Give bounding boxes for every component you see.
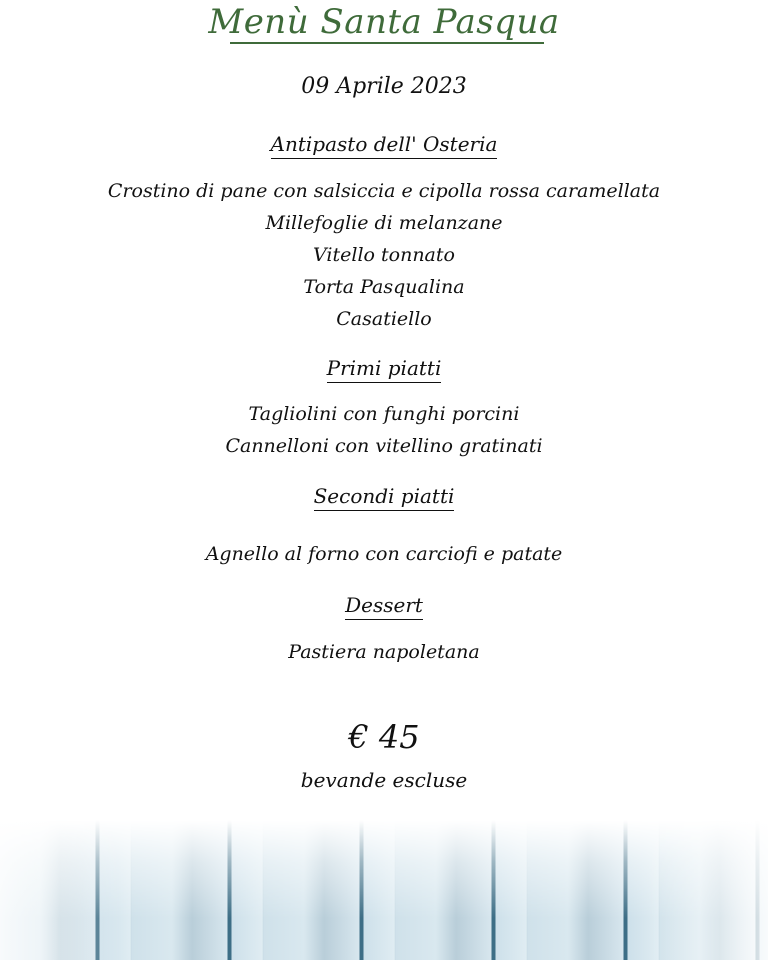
- menu-date: 09 Aprile 2023: [301, 74, 467, 99]
- section-title-antipasto: Antipasto dell' Osteria: [0, 132, 768, 156]
- title-underline: [230, 42, 544, 44]
- price-note: bevande escluse: [300, 768, 468, 792]
- dish-item: Millefoglie di melanzane: [265, 212, 503, 234]
- dish-item: Agnello al forno con carciofi e patate: [205, 543, 563, 565]
- menu-price: € 45: [348, 718, 420, 756]
- dish-item: Tagliolini con funghi porcini: [248, 403, 520, 425]
- dish-item: Vitello tonnato: [313, 244, 455, 266]
- dish-item: Pastiera napoletana: [288, 641, 480, 663]
- section-title-secondi: Secondi piatti: [0, 484, 768, 508]
- dish-item: Torta Pasqualina: [303, 276, 465, 298]
- section-title-primi: Primi piatti: [0, 356, 768, 380]
- menu-title: Menù Santa Pasqua: [208, 2, 560, 42]
- wood-fade-right: [648, 820, 768, 960]
- dish-item: Crostino di pane con salsiccia e cipolla rossa caramellata: [107, 180, 661, 202]
- section-title-dessert: Dessert: [0, 593, 768, 617]
- dish-item: Cannelloni con vitellino gratinati: [225, 435, 543, 457]
- wood-fade-left: [0, 820, 120, 960]
- dish-item: Casatiello: [336, 308, 432, 330]
